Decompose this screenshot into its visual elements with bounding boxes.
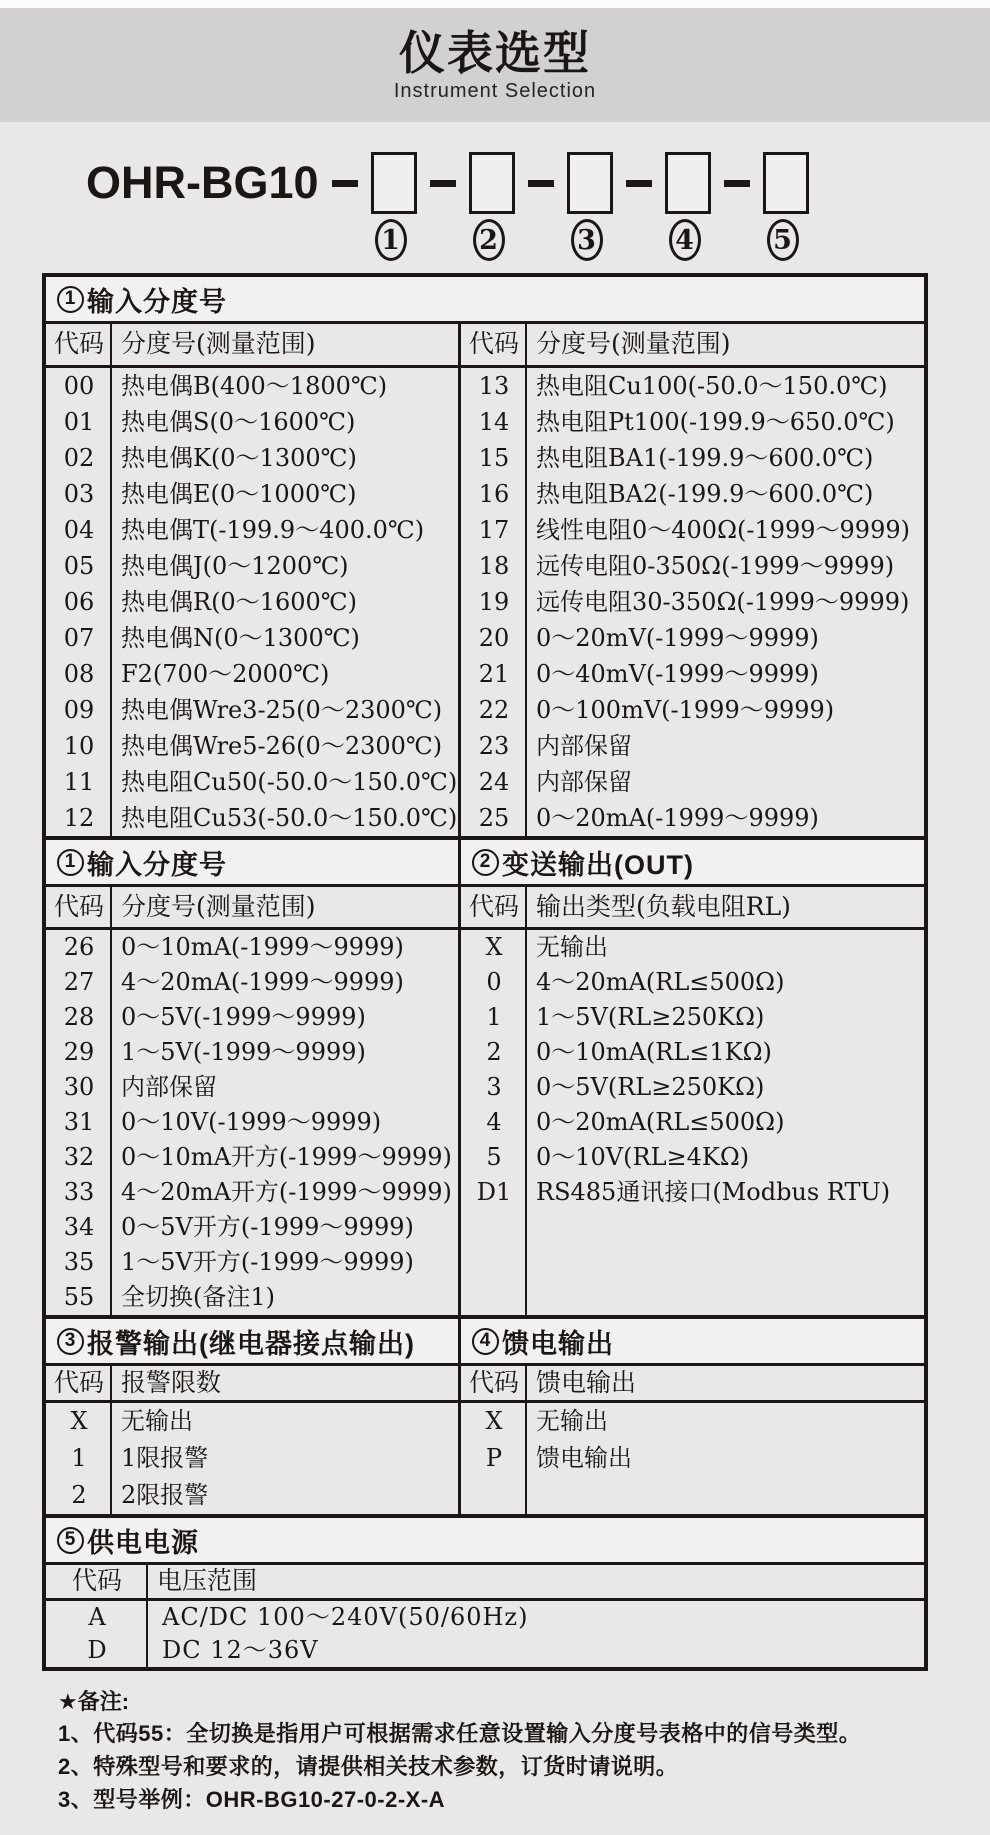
note-item: 2、特殊型号和要求的，请提供相关技术参数，订货时请说明。 <box>58 1754 679 1779</box>
dash-separator <box>430 180 456 187</box>
code-cell: D1 <box>476 1178 512 1206</box>
note-item: 3、型号举例：OHR-BG10-27-0-2-X-A <box>58 1787 446 1812</box>
desc-cell: 热电偶N(0～1300℃) <box>121 624 360 652</box>
title-band <box>0 8 990 122</box>
table-row <box>461 1140 924 1175</box>
model-slot-1 <box>371 152 417 261</box>
table-row <box>46 1280 458 1315</box>
code-column-header: 代码 <box>53 329 104 358</box>
desc-cell: 远传电阻0-350Ω(-1999～9999) <box>536 552 895 580</box>
data-rows <box>46 930 458 1315</box>
code-cell: 18 <box>478 552 510 580</box>
circled-number: 3 <box>571 219 603 261</box>
column-divider <box>525 324 527 836</box>
code-cell: 17 <box>478 516 510 544</box>
code-cell: 05 <box>63 552 95 580</box>
code-cell: D <box>87 1636 107 1664</box>
section-number-icon: 1 <box>57 849 84 876</box>
table-left-half <box>46 1565 924 1667</box>
desc-cell: 1～5V(-1999～9999) <box>121 1038 366 1066</box>
desc-cell: 0～10mA开方(-1999～9999) <box>121 1143 452 1171</box>
desc-cell: 热电偶Wre5-26(0～2300℃) <box>121 732 443 760</box>
code-cell: 04 <box>63 516 95 544</box>
column-divider <box>525 1366 527 1514</box>
desc-cell: 热电偶S(0～1600℃) <box>121 408 356 436</box>
desc-cell: 1～5V(RL≥250KΩ) <box>536 1003 765 1031</box>
table-row <box>461 930 924 965</box>
section-number-icon: 4 <box>472 1328 499 1355</box>
code-cell: 2 <box>71 1481 87 1509</box>
desc-cell: 0～5V(RL≥250KΩ) <box>536 1073 765 1101</box>
dash-separator <box>332 180 358 187</box>
table-row <box>461 1403 924 1440</box>
table-row <box>461 584 924 620</box>
model-code-box <box>665 152 711 214</box>
table-row <box>461 440 924 476</box>
section-header <box>46 1518 924 1562</box>
section-title: 输入分度号 <box>87 286 227 317</box>
column-header-row <box>461 887 924 930</box>
column-header-row <box>461 1366 924 1403</box>
table-right-half <box>461 1366 924 1514</box>
section-number-icon: 2 <box>472 849 499 876</box>
code-cell: 25 <box>478 804 510 832</box>
desc-cell: 0～20mV(-1999～9999) <box>536 624 819 652</box>
table-row <box>46 512 458 548</box>
desc-cell: 热电偶E(0～1000℃) <box>121 480 357 508</box>
code-cell: 29 <box>63 1038 95 1066</box>
column-divider <box>110 324 112 836</box>
code-cell: 31 <box>63 1108 95 1136</box>
desc-column-header: 分度号(测量范围) <box>536 329 731 358</box>
table-body <box>46 887 924 1315</box>
table-row <box>461 728 924 764</box>
desc-cell: 全切换(备注1) <box>121 1283 275 1311</box>
model-code-box <box>763 152 809 214</box>
dash-separator <box>626 180 652 187</box>
code-cell: 1 <box>71 1444 87 1472</box>
code-cell: 06 <box>63 588 95 616</box>
table-row <box>46 1477 458 1514</box>
table-row <box>46 692 458 728</box>
column-header-row <box>46 887 458 930</box>
table-row <box>46 728 458 764</box>
data-rows <box>46 368 458 836</box>
desc-cell: RS485通讯接口(Modbus RTU) <box>536 1178 891 1206</box>
table-row <box>461 368 924 404</box>
table-row <box>46 368 458 404</box>
desc-cell: 0～40mV(-1999～9999) <box>536 660 819 688</box>
selection-table-t3 <box>42 1319 928 1518</box>
section-header <box>46 277 924 321</box>
code-cell: 00 <box>63 372 95 400</box>
table-row <box>46 1601 924 1634</box>
code-cell: 3 <box>486 1073 502 1101</box>
code-cell: 20 <box>478 624 510 652</box>
section-title: 输入分度号 <box>87 849 227 880</box>
table-row <box>46 584 458 620</box>
desc-cell: AC/DC 100～240V(50/60Hz) <box>162 1603 529 1631</box>
code-cell: 07 <box>63 624 95 652</box>
table-row <box>461 476 924 512</box>
section-header-row <box>46 1319 924 1366</box>
table-row <box>461 800 924 836</box>
code-column-header: 代码 <box>71 1566 122 1595</box>
desc-cell: 远传电阻30-350Ω(-1999～9999) <box>536 588 910 616</box>
code-cell: 08 <box>63 660 95 688</box>
table-row <box>46 1035 458 1070</box>
code-cell: 03 <box>63 480 95 508</box>
code-column-header: 代码 <box>468 1368 519 1397</box>
model-slot-2 <box>469 152 515 261</box>
table-row <box>46 1105 458 1140</box>
desc-cell: 0～20mA(RL≤500Ω) <box>536 1108 785 1136</box>
table-row <box>46 476 458 512</box>
code-cell: 2 <box>486 1038 502 1066</box>
section-title: 供电电源 <box>87 1527 199 1558</box>
desc-cell: 0～10mA(RL≤1KΩ) <box>536 1038 772 1066</box>
code-cell: 1 <box>486 1003 502 1031</box>
table-row <box>46 1175 458 1210</box>
code-cell: A <box>88 1603 106 1631</box>
table-row <box>461 548 924 584</box>
desc-cell: 热电偶B(400～1800℃) <box>121 372 388 400</box>
desc-column-header: 输出类型(负载电阻RL) <box>536 892 791 921</box>
code-cell: 16 <box>478 480 510 508</box>
desc-cell: 4～20mA开方(-1999～9999) <box>121 1178 452 1206</box>
circled-number: 5 <box>767 219 799 261</box>
table-row <box>46 1245 458 1280</box>
table-row <box>46 930 458 965</box>
table-row <box>461 764 924 800</box>
desc-cell: 热电阻Pt100(-199.9～650.0℃) <box>536 408 895 436</box>
code-cell: 30 <box>63 1073 95 1101</box>
notes-title: ★备注: <box>58 1689 130 1714</box>
model-code-box <box>567 152 613 214</box>
desc-cell: 热电偶K(0～1300℃) <box>121 444 357 472</box>
desc-cell: 无输出 <box>536 1407 608 1435</box>
section-header-row <box>46 840 924 887</box>
model-code-box <box>371 152 417 214</box>
desc-column-header: 电压范围 <box>157 1566 258 1595</box>
column-divider <box>110 887 112 1315</box>
table-row <box>461 512 924 548</box>
table-right-half <box>461 887 924 1315</box>
code-cell: 0 <box>486 968 502 996</box>
code-cell: 19 <box>478 588 510 616</box>
desc-cell: 热电阻Cu100(-50.0～150.0℃) <box>536 372 888 400</box>
table-row <box>461 692 924 728</box>
model-slot-3 <box>567 152 613 261</box>
table-left-half <box>46 887 461 1315</box>
column-header-row <box>46 324 458 368</box>
desc-cell: 0～5V(-1999～9999) <box>121 1003 366 1031</box>
table-row <box>461 1035 924 1070</box>
desc-cell: 4～20mA(RL≤500Ω) <box>536 968 785 996</box>
table-row <box>461 1070 924 1105</box>
table-row <box>461 965 924 1000</box>
table-row <box>46 965 458 1000</box>
selection-table-t2 <box>42 840 928 1319</box>
section-number-icon: 1 <box>57 286 84 313</box>
code-cell: 32 <box>63 1143 95 1171</box>
desc-cell: 0～5V开方(-1999～9999) <box>121 1213 414 1241</box>
table-left-half <box>46 1366 461 1514</box>
section-title: 馈电输出 <box>502 1328 614 1359</box>
table-row <box>461 1175 924 1210</box>
table-row <box>46 1140 458 1175</box>
desc-cell: 0～10V(RL≥4KΩ) <box>536 1143 750 1171</box>
circled-number: 4 <box>669 219 701 261</box>
code-column-header: 代码 <box>468 329 519 358</box>
code-cell: X <box>70 1407 88 1435</box>
section-number-icon: 5 <box>57 1527 84 1554</box>
table-row <box>46 656 458 692</box>
desc-cell: 0～100mV(-1999～9999) <box>536 696 835 724</box>
circled-number: 1 <box>375 219 407 261</box>
page-subtitle: Instrument Selection <box>393 79 597 102</box>
code-cell: 09 <box>63 696 95 724</box>
desc-cell: DC 12～36V <box>162 1636 319 1664</box>
code-cell: 21 <box>478 660 510 688</box>
code-column-header: 代码 <box>53 892 104 921</box>
table-row <box>461 1440 924 1477</box>
desc-cell: 1限报警 <box>121 1444 209 1472</box>
table-row <box>461 620 924 656</box>
desc-column-header: 报警限数 <box>121 1368 222 1397</box>
table-row <box>46 764 458 800</box>
note-item: 1、代码55：全切换是指用户可根据需求任意设置输入分度号表格中的信号类型。 <box>58 1721 862 1746</box>
table-body <box>46 1366 924 1514</box>
table-row <box>46 620 458 656</box>
section-title: 变送输出(OUT) <box>502 849 694 880</box>
desc-column-header: 分度号(测量范围) <box>121 329 316 358</box>
code-cell: 22 <box>478 696 510 724</box>
section-header <box>461 1319 924 1363</box>
column-header-row <box>46 1565 924 1601</box>
table-row <box>46 404 458 440</box>
desc-cell: 热电阻BA2(-199.9～600.0℃) <box>536 480 874 508</box>
selection-table-t1 <box>42 273 928 840</box>
table-row <box>46 1210 458 1245</box>
code-cell: 02 <box>63 444 95 472</box>
code-cell: 33 <box>63 1178 95 1206</box>
table-row <box>461 404 924 440</box>
column-header-row <box>46 1366 458 1403</box>
desc-cell: 内部保留 <box>536 732 632 760</box>
notes-block <box>58 1687 990 1816</box>
data-rows <box>461 930 924 1210</box>
table-row <box>46 1070 458 1105</box>
section-header <box>461 840 924 884</box>
section-header-row <box>46 1518 924 1565</box>
code-cell: 23 <box>478 732 510 760</box>
table-row <box>461 1000 924 1035</box>
desc-cell: 内部保留 <box>536 768 632 796</box>
code-cell: 11 <box>63 768 95 796</box>
model-code-box <box>469 152 515 214</box>
code-cell: 4 <box>486 1108 502 1136</box>
desc-cell: 1～5V开方(-1999～9999) <box>121 1248 414 1276</box>
code-cell: 5 <box>486 1143 502 1171</box>
data-rows <box>46 1403 458 1514</box>
desc-column-header: 馈电输出 <box>536 1368 637 1397</box>
column-divider <box>146 1565 148 1667</box>
circled-number: 2 <box>473 219 505 261</box>
page-title: 仪表选型 <box>399 26 591 79</box>
desc-column-header: 分度号(测量范围) <box>121 892 316 921</box>
desc-cell: 线性电阻0～400Ω(-1999～9999) <box>536 516 910 544</box>
section-number-icon: 3 <box>57 1328 84 1355</box>
code-cell: 10 <box>63 732 95 760</box>
desc-cell: 馈电输出 <box>536 1444 632 1472</box>
desc-cell: 2限报警 <box>121 1481 209 1509</box>
code-cell: 15 <box>478 444 510 472</box>
model-prefix: OHR-BG10 <box>86 157 319 208</box>
section-header <box>46 1319 461 1363</box>
table-right-half <box>461 324 924 836</box>
code-cell: 01 <box>63 408 95 436</box>
model-slot-4 <box>665 152 711 261</box>
code-cell: 14 <box>478 408 510 436</box>
code-cell: 55 <box>63 1283 95 1311</box>
selection-table-t4 <box>42 1518 928 1671</box>
table-row <box>46 1440 458 1477</box>
table-row <box>461 1105 924 1140</box>
desc-cell: 0～10mA(-1999～9999) <box>121 933 404 961</box>
model-slot-5 <box>763 152 809 261</box>
section-header-row <box>46 277 924 324</box>
model-code-row <box>86 152 990 261</box>
desc-cell: F2(700～2000℃) <box>121 660 330 688</box>
desc-cell: 0～20mA(-1999～9999) <box>536 804 819 832</box>
column-divider <box>110 1366 112 1514</box>
code-cell: 34 <box>63 1213 95 1241</box>
table-row <box>46 800 458 836</box>
data-rows <box>461 368 924 836</box>
desc-cell: 热电阻Cu50(-50.0～150.0℃) <box>121 768 458 796</box>
table-row <box>46 1634 924 1667</box>
data-rows <box>46 1601 924 1667</box>
table-row <box>46 1000 458 1035</box>
table-row <box>46 548 458 584</box>
code-cell: 24 <box>478 768 510 796</box>
desc-cell: 热电偶Wre3-25(0～2300℃) <box>121 696 443 724</box>
desc-cell: 热电阻Cu53(-50.0～150.0℃) <box>121 804 458 832</box>
column-header-row <box>461 324 924 368</box>
desc-cell: 内部保留 <box>121 1073 217 1101</box>
code-column-header: 代码 <box>53 1368 104 1397</box>
table-body <box>46 324 924 836</box>
section-header <box>46 840 461 884</box>
desc-cell: 4～20mA(-1999～9999) <box>121 968 404 996</box>
code-cell: 26 <box>63 933 95 961</box>
table-row <box>461 656 924 692</box>
code-cell: 28 <box>63 1003 95 1031</box>
code-cell: 35 <box>63 1248 95 1276</box>
table-row <box>46 440 458 476</box>
data-rows <box>461 1403 924 1477</box>
desc-cell: 热电阻BA1(-199.9～600.0℃) <box>536 444 874 472</box>
code-cell: 12 <box>63 804 95 832</box>
table-left-half <box>46 324 461 836</box>
code-cell: 27 <box>63 968 95 996</box>
selection-tables <box>0 273 990 1671</box>
code-cell: X <box>485 1407 503 1435</box>
table-body <box>46 1565 924 1667</box>
desc-cell: 无输出 <box>536 933 608 961</box>
section-title: 报警输出(继电器接点输出) <box>87 1328 415 1359</box>
code-cell: X <box>485 933 503 961</box>
top-strip <box>0 0 990 8</box>
table-row <box>46 1403 458 1440</box>
dash-separator <box>528 180 554 187</box>
desc-cell: 热电偶R(0～1600℃) <box>121 588 357 616</box>
code-cell: 13 <box>478 372 510 400</box>
desc-cell: 0～10V(-1999～9999) <box>121 1108 382 1136</box>
dash-separator <box>724 180 750 187</box>
desc-cell: 无输出 <box>121 1407 193 1435</box>
code-cell: P <box>485 1444 503 1472</box>
desc-cell: 热电偶J(0～1200℃) <box>121 552 349 580</box>
desc-cell: 热电偶T(-199.9～400.0℃) <box>121 516 425 544</box>
column-divider <box>525 887 527 1315</box>
code-column-header: 代码 <box>468 892 519 921</box>
